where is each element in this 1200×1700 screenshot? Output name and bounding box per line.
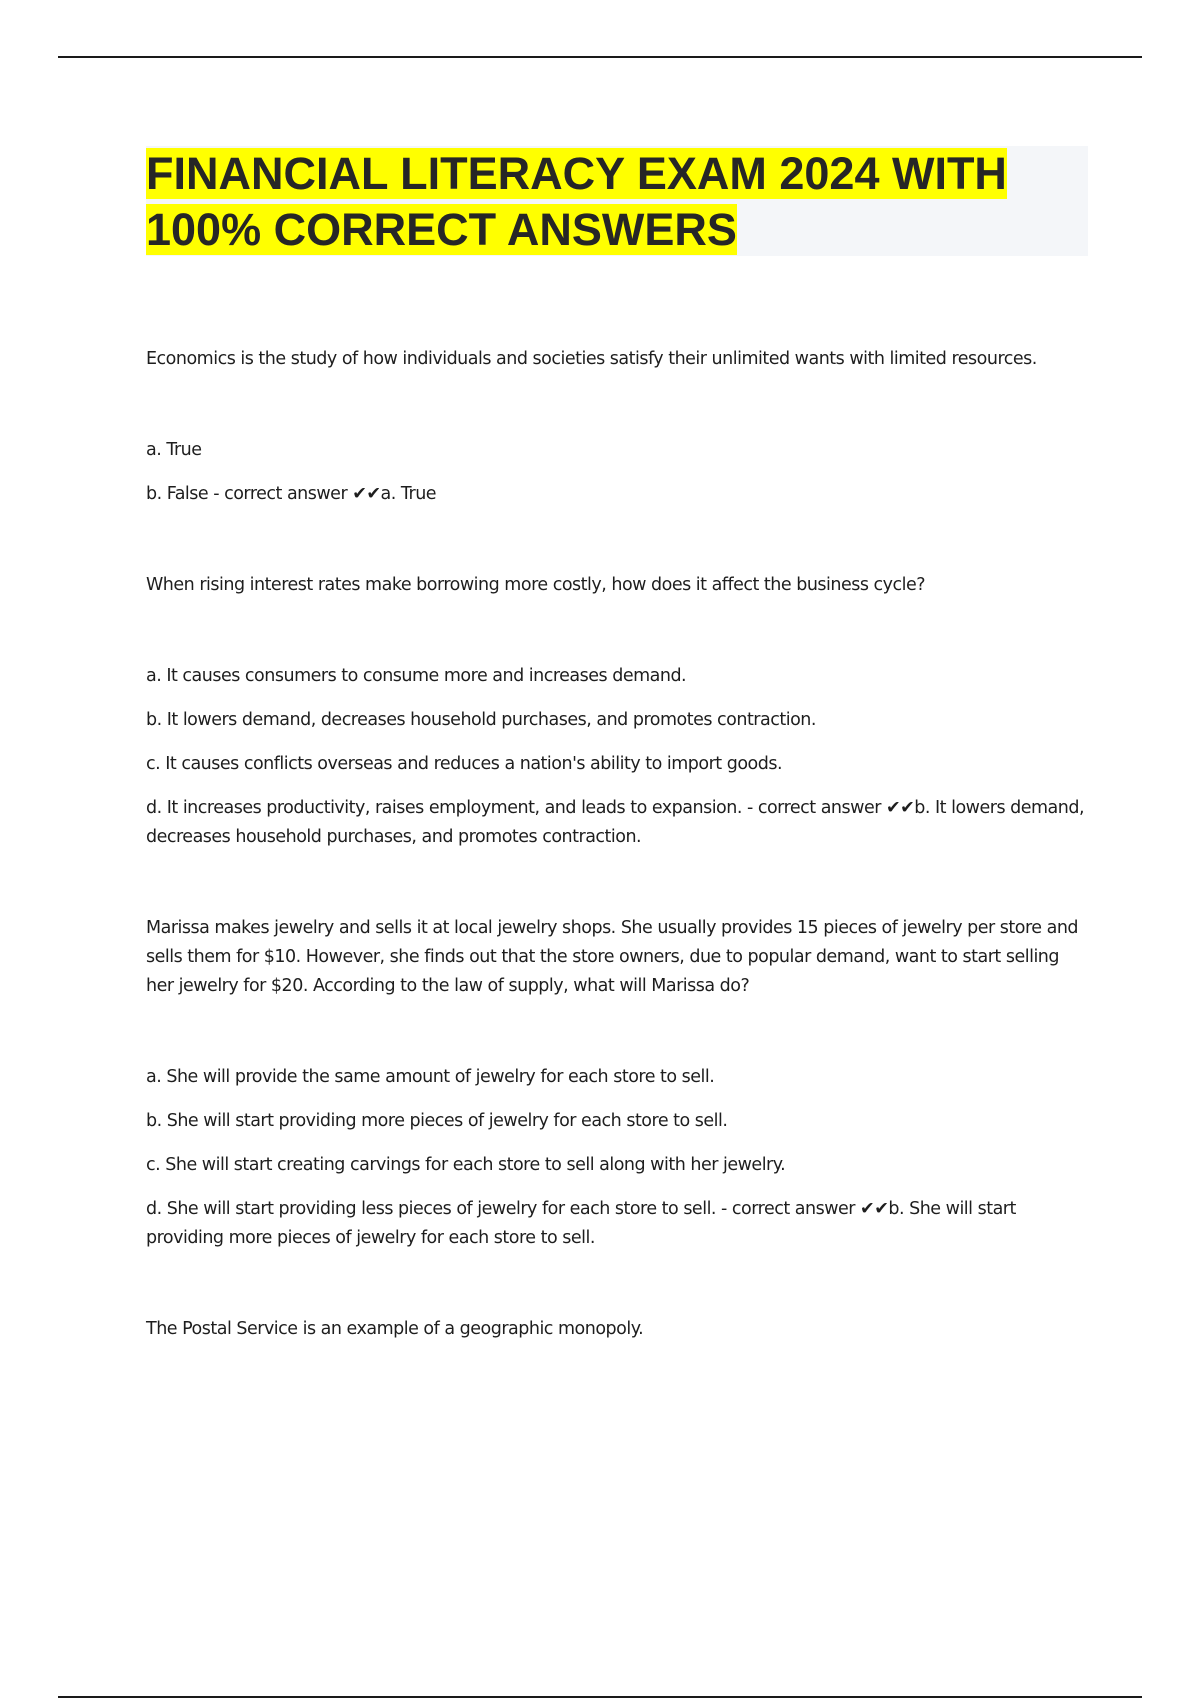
question-block-2 — [146, 571, 1086, 852]
answer-option: b. She will start providing more pieces of jewelry for each store to sell. — [146, 1111, 728, 1131]
answer-option: c. She will start creating carvings for each store to sell along with her jewelry. — [146, 1155, 786, 1175]
answer-option: d. It increases productivity, raises employment, and leads to expansion. - correct answer ✔✔b. It lowers demand, decreases household purchases, and promotes contraction. — [146, 798, 1085, 847]
answer-option: b. False - correct answer ✔✔a. True — [146, 484, 437, 504]
document-title — [146, 146, 1088, 258]
question-text: Marissa makes jewelry and sells it at local jewelry shops. She usually provides 15 pieces of jewelry per store and sells them for $10. However, she finds out that the store owners, due to popular demand, want to start selling her jewelry for $20. According to the law of supply, what will Marissa do? — [146, 918, 1079, 996]
title-line-2: 100% CORRECT ANSWERS — [146, 204, 737, 255]
question-block-4 — [146, 1315, 1086, 1344]
question-block-3 — [146, 914, 1086, 1253]
bottom-rule — [58, 1696, 1142, 1698]
answer-option: b. It lowers demand, decreases household purchases, and promotes contraction. — [146, 710, 816, 730]
question-block-1 — [146, 345, 1086, 509]
question-text: Economics is the study of how individuals and societies satisfy their unlimited wants with limited resources. — [146, 349, 1037, 369]
top-rule — [58, 56, 1142, 58]
answer-option: a. True — [146, 440, 202, 460]
answer-option: a. She will provide the same amount of jewelry for each store to sell. — [146, 1067, 715, 1087]
question-text: When rising interest rates make borrowing more costly, how does it affect the business cycle? — [146, 575, 926, 595]
answer-option: d. She will start providing less pieces of jewelry for each store to sell. - correct answer ✔✔b. She will start providing more pieces of jewelry for each store to sell. — [146, 1199, 1016, 1248]
answer-option: c. It causes conflicts overseas and reduces a nation's ability to import goods. — [146, 754, 783, 774]
question-list — [146, 345, 1086, 1344]
title-block — [146, 146, 1088, 256]
answer-option: a. It causes consumers to consume more and increases demand. — [146, 666, 687, 686]
question-text: The Postal Service is an example of a geographic monopoly. — [146, 1319, 644, 1339]
title-line-1: FINANCIAL LITERACY EXAM 2024 WITH — [146, 148, 1007, 199]
